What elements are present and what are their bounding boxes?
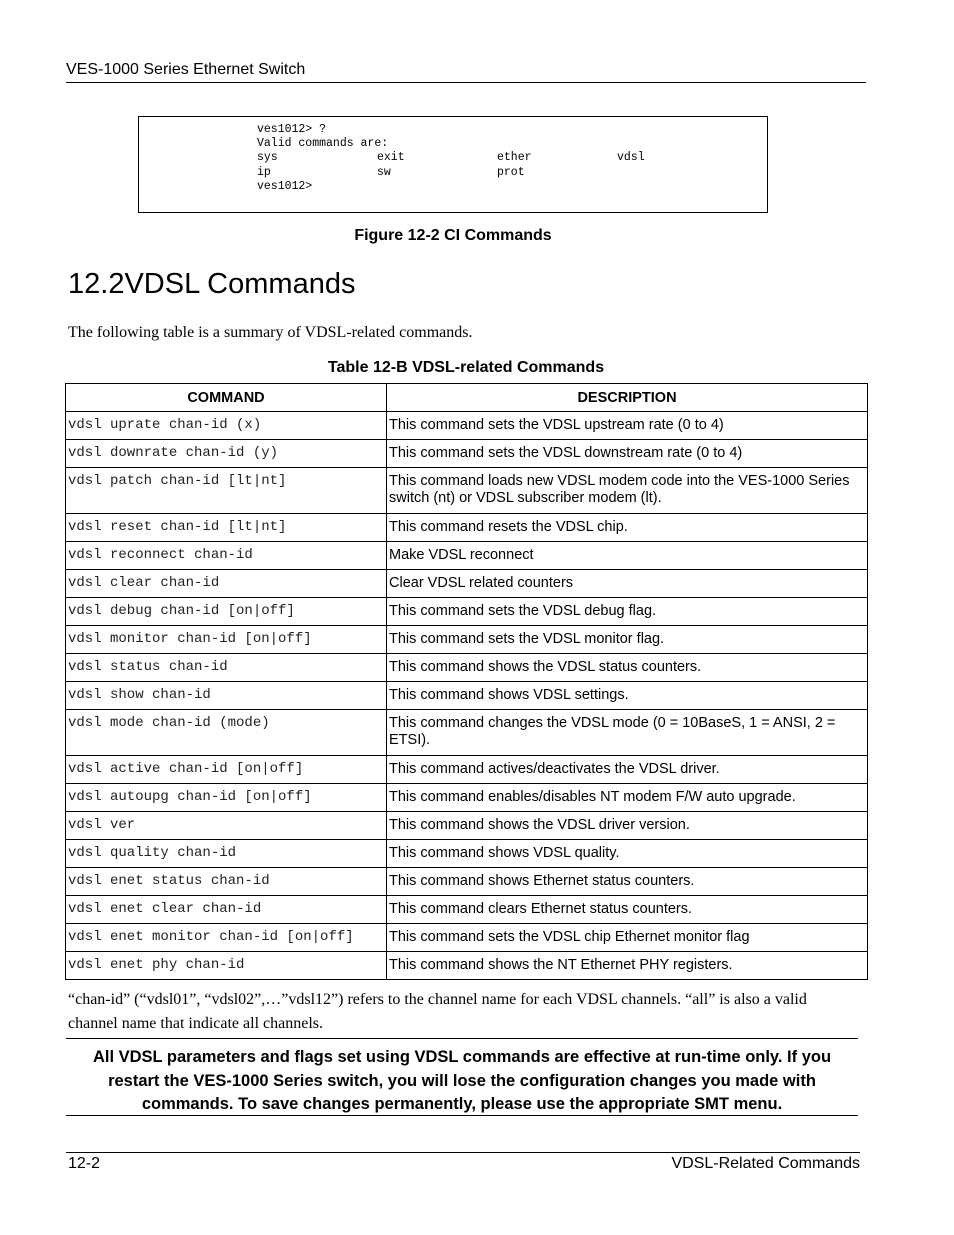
table-row [66, 570, 868, 598]
description-cell: This command sets the VDSL debug flag. [387, 598, 868, 626]
table-row [66, 868, 868, 896]
code-token: ip [257, 165, 271, 179]
command-cell: vdsl reset chan-id [lt|nt] [66, 514, 387, 542]
code-token: sys [257, 151, 278, 165]
table-row [66, 840, 868, 868]
table-row [66, 784, 868, 812]
command-cell: vdsl clear chan-id [66, 570, 387, 598]
table-row [66, 812, 868, 840]
header-command: COMMAND [66, 384, 387, 412]
table-row [66, 756, 868, 784]
table-row [66, 412, 868, 440]
code-token: vdsl [617, 151, 645, 165]
code-token: sw [377, 165, 391, 179]
code-token: exit [377, 151, 405, 165]
description-cell: This command shows Ethernet status counters. [387, 868, 868, 896]
warning-box: All VDSL parameters and flags set using VDSL commands are effective at run-time only. If you restart the VES-1000 Series switch, you will lose the configuration changes you made with commands. To save changes permanently, please use the appropriate SMT menu. [66, 1038, 858, 1116]
vdsl-commands-table [65, 383, 868, 980]
table-caption: Table 12-B VDSL-related Commands [327, 359, 605, 376]
table-header-row [66, 384, 868, 412]
figure-caption: Figure 12-2 CI Commands [354, 227, 552, 244]
table-row [66, 542, 868, 570]
chapter-name: VDSL-Related Commands [671, 1155, 860, 1172]
command-cell: vdsl status chan-id [66, 654, 387, 682]
command-cell: vdsl enet status chan-id [66, 868, 387, 896]
code-token: Valid commands are: [257, 137, 389, 151]
command-cell: vdsl patch chan-id [lt|nt] [66, 468, 387, 514]
command-cell: vdsl show chan-id [66, 682, 387, 710]
description-cell: This command changes the VDSL mode (0 = 10BaseS, 1 = ANSI, 2 = ETSI). [387, 710, 868, 756]
description-cell: This command enables/disables NT modem F/W auto upgrade. [387, 784, 868, 812]
section-title: 12.2VDSL Commands [68, 268, 356, 300]
description-cell: This command resets the VDSL chip. [387, 514, 868, 542]
table-row [66, 924, 868, 952]
table-row [66, 896, 868, 924]
description-cell: This command actives/deactivates the VDSL driver. [387, 756, 868, 784]
table-row [66, 682, 868, 710]
page-footer [66, 1152, 860, 1172]
code-token: ether [497, 151, 532, 165]
description-cell: This command shows the VDSL status counters. [387, 654, 868, 682]
table-row [66, 440, 868, 468]
table-row [66, 952, 868, 980]
description-cell: This command shows the NT Ethernet PHY registers. [387, 952, 868, 980]
description-cell: This command shows the VDSL driver version. [387, 812, 868, 840]
command-cell: vdsl reconnect chan-id [66, 542, 387, 570]
command-cell: vdsl enet phy chan-id [66, 952, 387, 980]
command-cell: vdsl mode chan-id (mode) [66, 710, 387, 756]
command-cell: vdsl enet clear chan-id [66, 896, 387, 924]
command-cell: vdsl monitor chan-id [on|off] [66, 626, 387, 654]
description-cell: Make VDSL reconnect [387, 542, 868, 570]
code-token: ves1012> [257, 179, 313, 193]
code-token: ves1012> ? [257, 123, 327, 136]
table-row [66, 514, 868, 542]
description-cell: Clear VDSL related counters [387, 570, 868, 598]
header-description: DESCRIPTION [387, 384, 868, 412]
cli-code-block [138, 116, 768, 213]
command-cell: vdsl downrate chan-id (y) [66, 440, 387, 468]
code-token: prot [497, 165, 525, 179]
page-number: 12-2 [68, 1155, 101, 1172]
description-cell: This command sets the VDSL monitor flag. [387, 626, 868, 654]
table-row [66, 468, 868, 514]
command-cell: vdsl autoupg chan-id [on|off] [66, 784, 387, 812]
command-cell: vdsl debug chan-id [on|off] [66, 598, 387, 626]
description-cell: This command clears Ethernet status counters. [387, 896, 868, 924]
description-cell: This command shows VDSL quality. [387, 840, 868, 868]
description-cell: This command sets the VDSL chip Ethernet monitor flag [387, 924, 868, 952]
command-cell: vdsl enet monitor chan-id [on|off] [66, 924, 387, 952]
table-row [66, 710, 868, 756]
command-cell: vdsl ver [66, 812, 387, 840]
header-title: VES-1000 Series Ethernet Switch [66, 61, 306, 78]
description-cell: This command shows VDSL settings. [387, 682, 868, 710]
page-header [66, 60, 866, 83]
table-row [66, 654, 868, 682]
description-cell: This command sets the VDSL upstream rate (0 to 4) [387, 412, 868, 440]
chan-id-note: “chan-id” (“vdsl01”, “vdsl02”,…”vdsl12”) refers to the channel name for each VDSL channels. “all” is also a valid channel name that indicate all channels. [68, 991, 807, 1032]
command-cell: vdsl uprate chan-id (x) [66, 412, 387, 440]
intro-paragraph: The following table is a summary of VDSL-related commands. [68, 324, 473, 341]
table-row [66, 626, 868, 654]
command-cell: vdsl quality chan-id [66, 840, 387, 868]
description-cell: This command loads new VDSL modem code into the VES-1000 Series switch (nt) or VDSL subscriber modem (lt). [387, 468, 868, 514]
command-cell: vdsl active chan-id [on|off] [66, 756, 387, 784]
table-row [66, 598, 868, 626]
description-cell: This command sets the VDSL downstream rate (0 to 4) [387, 440, 868, 468]
